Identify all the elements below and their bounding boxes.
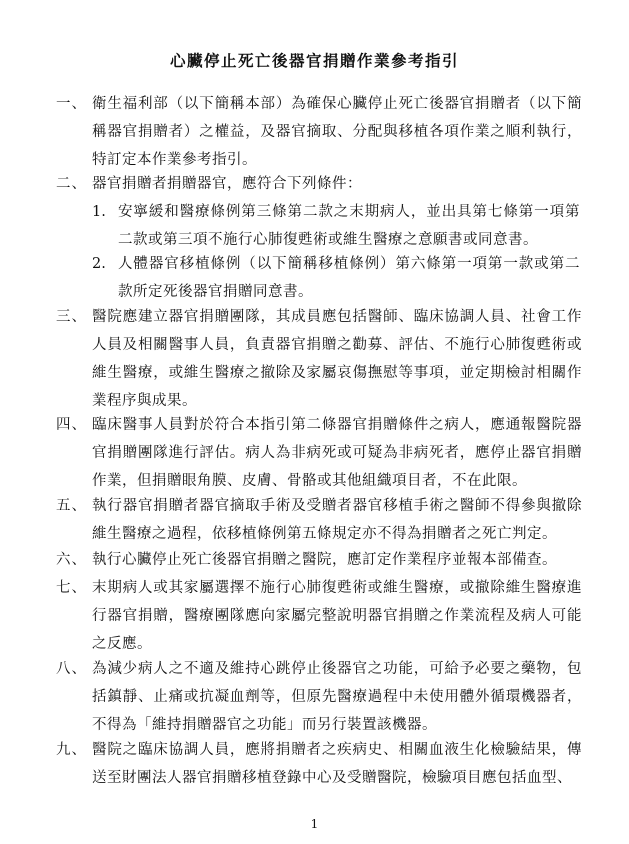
item-number: 九、	[56, 742, 87, 758]
subitem-text: 人體器官移植條例（以下簡稱移植條例）第六條第一項第一款或第二款所定死後器官捐贈同意書。	[118, 256, 580, 300]
item-text: 為減少病人之不適及維持心跳停止後器官之功能，可給予必要之藥物，包括鎮靜、止痛或抗凝血劑等，但原先醫療過程中未使用體外循環機器者，不得為「維持捐贈器官之功能」而另行裝置該機器。	[92, 661, 582, 733]
item-text: 臨床醫事人員對於符合本指引第二條器官捐贈條件之病人，應通報醫院器官捐贈團隊進行評估。病人為非病死或可疑為非病死者，應停止器官捐贈作業，但捐贈眼角膜、皮膚、骨骼或其他組織項目者，不在此限。	[92, 417, 582, 489]
item-text: 器官捐贈者捐贈器官，應符合下列條件：	[92, 176, 362, 192]
item-text: 執行器官捐贈者器官摘取手術及受贈者器官移植手術之醫師不得參與撤除維生醫療之過程，依移植條例第五條規定亦不得為捐贈者之死亡判定。	[92, 498, 582, 542]
item-text: 醫院之臨床協調人員，應將捐贈者之疾病史、相關血液生化檢驗結果，傳送至財團法人器官捐贈移植登錄中心及受贈醫院，檢驗項目應包括血型、	[92, 742, 582, 786]
subitem-number: 2.	[92, 256, 106, 272]
item-number: 三、	[56, 309, 87, 325]
subitem-text: 安寧緩和醫療條例第三條第二款之末期病人，並出具第七條第一項第二款或第三項不施行心肺復甦術或維生醫療之意願書或同意書。	[118, 204, 580, 248]
item-number: 一、	[56, 96, 87, 112]
document-title: 心臟停止死亡後器官捐贈作業參考指引	[169, 51, 459, 70]
item-number: 五、	[56, 498, 87, 514]
item-number: 七、	[56, 580, 87, 596]
item-text: 醫院應建立器官捐贈團隊，其成員應包括醫師、臨床協調人員、社會工作人員及相關醫事人員，負責器官捐贈之勸募、評估、不施行心肺復甦術或維生醫療，或維生醫療之撤除及家屬哀傷撫慰等事項，並定期檢討相關作業程序與成果。	[92, 309, 582, 409]
item-number: 四、	[56, 417, 87, 433]
item-text: 末期病人或其家屬選擇不施行心肺復甦術或維生醫療，或撤除維生醫療進行器官捐贈，醫療團隊應向家屬完整說明器官捐贈之作業流程及病人可能之反應。	[92, 580, 582, 652]
subitem-number: 1.	[92, 204, 106, 220]
item-number: 二、	[56, 176, 87, 192]
item-text: 衛生福利部（以下簡稱本部）為確保心臟停止死亡後器官捐贈者（以下簡稱器官捐贈者）之權益，及器官摘取、分配與移植各項作業之順利執行，特訂定本作業參考指引。	[92, 96, 582, 168]
item-text: 執行心臟停止死亡後器官捐贈之醫院，應訂定作業程序並報本部備查。	[92, 552, 557, 568]
item-number: 六、	[56, 552, 87, 568]
item-number: 八、	[56, 661, 87, 677]
page-number: 1	[310, 817, 319, 831]
